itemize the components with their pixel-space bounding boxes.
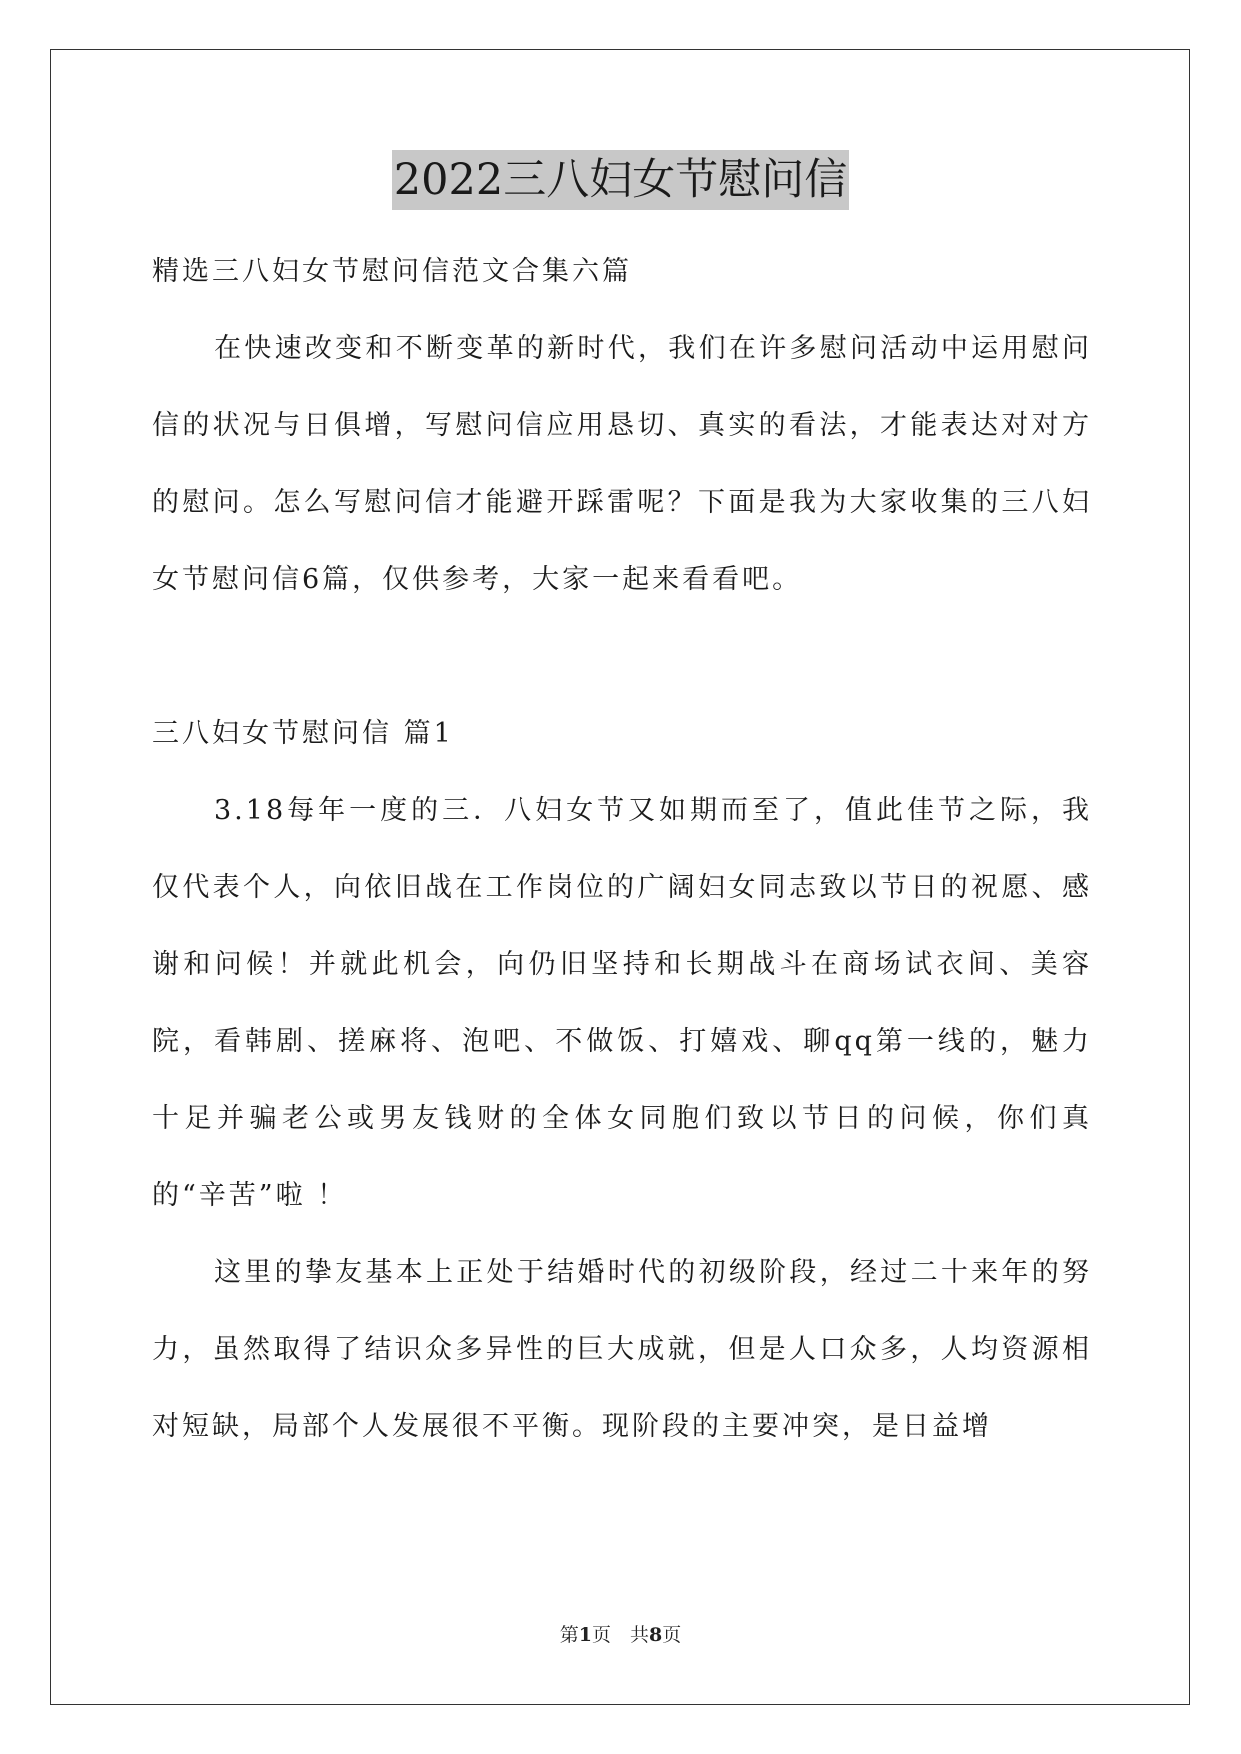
footer-prefix: 第 <box>559 1624 579 1646</box>
body-paragraph-2: 这里的挚友基本上正处于结婚时代的初级阶段，经过二十来年的努力，虽然取得了结识众多异性的巨大成就，但是人口众多，人均资源相对短缺，局部个人发展很不平衡。现阶段的主要冲突，是日益增 <box>152 1257 1092 1442</box>
section-heading: 三八妇女节慰问信 篇1 <box>152 718 454 749</box>
title-wrap <box>0 150 1241 210</box>
document-body <box>152 233 1092 1465</box>
current-page-number: 1 <box>578 1624 592 1646</box>
document-title: 2022三八妇女节慰问信 <box>392 150 849 210</box>
body-paragraph-1: 3.18每年一度的三．八妇女节又如期而至了，值此佳节之际，我仅代表个人，向依旧战在工作岗位的广阔妇女同志致以节日的祝愿、感谢和问候！并就此机会，向仍旧坚持和长期战斗在商场试衣间、美容院，看韩剧、搓麻将、泡吧、不做饭、打嬉戏、聊qq第一线的，魅力十足并骗老公或男友钱财的全体女同胞们致以节日的问候，你们真的“辛苦”啦 ！ <box>152 795 1092 1211</box>
footer-mid: 页 共 <box>591 1624 649 1646</box>
total-page-count: 8 <box>649 1624 663 1646</box>
footer-suffix: 页 <box>662 1624 682 1646</box>
intro-paragraph: 在快速改变和不断变革的新时代，我们在许多慰问活动中运用慰问信的状况与日俱增，写慰问信应用恳切、真实的看法，才能表达对对方的慰问。怎么写慰问信才能避开踩雷呢？下面是我为大家收集的三八妇女节慰问信6篇，仅供参考，大家一起来看看吧。 <box>152 333 1092 595</box>
section-gap <box>152 618 1092 695</box>
page-footer <box>0 1620 1241 1647</box>
document-subtitle: 精选三八妇女节慰问信范文合集六篇 <box>152 256 632 287</box>
